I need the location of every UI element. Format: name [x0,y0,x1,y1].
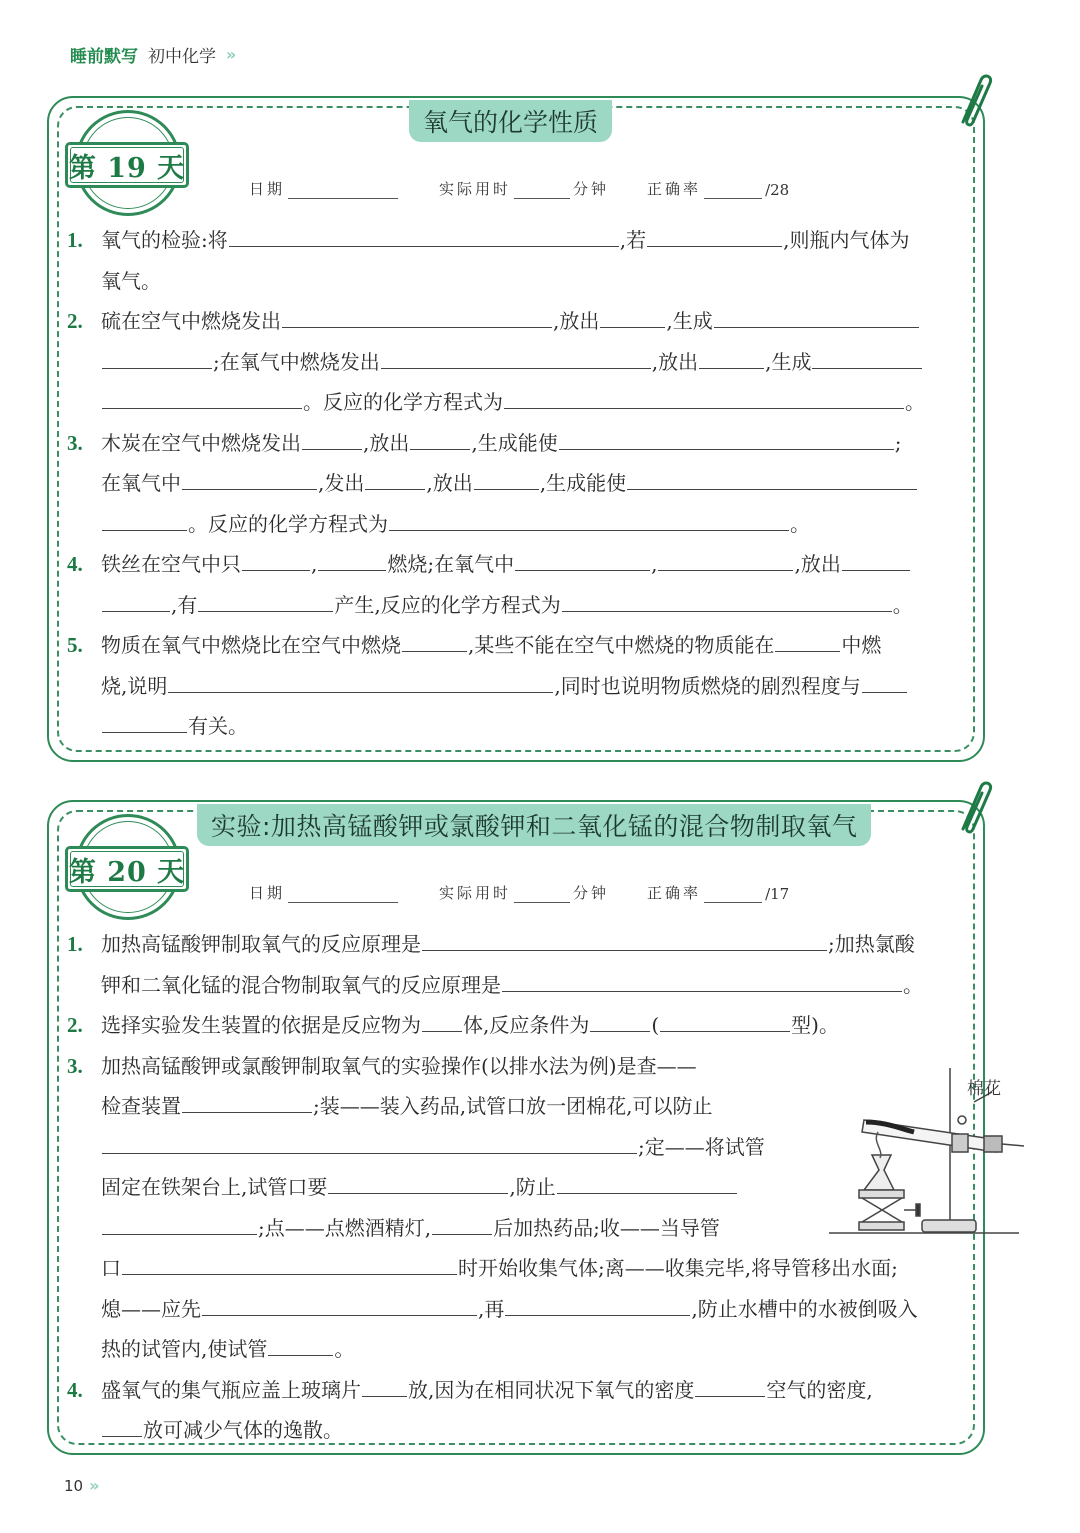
accuracy-total: /28 [765,181,790,199]
question-text: 燃烧;在氧气中 [387,552,515,576]
question-text: 硫在空气中燃烧发出 [101,309,281,333]
question-text: , [311,552,318,576]
answer-blank[interactable] [862,671,907,693]
running-head [70,42,233,67]
answer-blank[interactable] [505,1294,690,1316]
question-text: 。 [892,592,913,617]
question-line [67,965,969,1006]
page-footer [64,1476,96,1495]
question-text: 氧气。 [101,268,161,293]
question-line [67,342,969,383]
question-text: ,防止水槽中的水被倒吸入 [691,1296,918,1321]
question-text: 产生,反应的化学方程式为 [334,592,561,617]
date-label: 日期 [249,884,286,902]
question-line [67,666,969,707]
question-text: 氧气的检验:将 [101,228,228,252]
answer-blank[interactable] [282,306,552,328]
question-text: 。 [903,972,923,997]
answer-blank[interactable] [695,1375,765,1397]
question-text: 体,反应条件为 [463,1013,590,1037]
accuracy-field[interactable] [704,885,762,903]
answer-blank[interactable] [168,671,553,693]
time-field[interactable] [514,181,570,199]
question-text: 。 [905,390,925,414]
date-field[interactable] [288,181,398,199]
question-text: 钾和二氧化锰的混合物制取氧气的反应原理是 [101,972,501,997]
question-text: 后加热药品;收——当导管 [493,1215,720,1240]
double-chevron-icon: » [89,1476,97,1495]
question-text: 熄——应先 [101,1296,201,1321]
answer-blank[interactable] [362,1375,407,1397]
answer-blank[interactable] [504,387,904,409]
answer-blank[interactable] [365,468,425,490]
question-text: ,发出 [318,471,365,495]
answer-blank[interactable] [182,1091,312,1113]
answer-blank[interactable] [559,428,894,450]
time-unit: 分钟 [573,180,610,198]
answer-blank[interactable] [410,428,470,450]
answer-blank[interactable] [318,549,386,571]
answer-blank[interactable] [242,549,310,571]
question-line [67,1410,969,1451]
question-number: 4. [67,552,83,576]
question-line [67,504,969,545]
answer-blank[interactable] [422,1010,462,1032]
time-label: 实际用时 [439,180,512,198]
subject-title: 初中化学 [148,47,216,67]
answer-blank[interactable] [842,549,910,571]
accuracy-label: 正确率 [647,180,702,198]
paperclip-icon [953,70,993,134]
question-text: ,有 [171,592,198,617]
answer-blank[interactable] [557,1172,737,1194]
badge-plate [65,142,189,188]
answer-blank[interactable] [229,225,619,247]
answer-blank[interactable] [714,306,919,328]
answer-blank[interactable] [389,509,789,531]
question-text: ,生成 [666,309,713,333]
answer-blank[interactable] [182,468,317,490]
question-line [67,585,969,626]
answer-blank[interactable] [328,1172,508,1194]
answer-blank[interactable] [600,306,665,328]
answer-blank[interactable] [268,1334,333,1356]
apparatus-figure [824,1060,1029,1250]
question-text: ,某些不能在空气中燃烧的物质能在 [468,633,775,657]
answer-blank[interactable] [122,1253,457,1275]
question-list [67,220,969,747]
question-line [67,1248,969,1289]
answer-blank[interactable] [658,549,793,571]
question-text: ,生成能使 [539,471,627,495]
answer-blank[interactable] [102,387,302,409]
paperclip-icon [953,777,993,841]
question-text: ;点——点燃酒精灯, [258,1215,432,1240]
question-text: 在氧气中 [101,471,181,495]
question-text: 固定在铁架台上,试管口要 [101,1175,328,1199]
badge-plate [65,846,189,892]
question-text: 。反应的化学方程式为 [188,511,388,536]
question-text: 口 [101,1256,121,1280]
question-number: 2. [67,1013,83,1037]
question-line [67,625,969,666]
question-line [67,1370,969,1411]
question-line [67,220,969,261]
series-title: 睡前默写 [70,47,138,67]
question-text: 空气的密度, [766,1377,873,1402]
question-text: 时开始收集气体;离——收集完毕,将导管移出水面; [458,1256,898,1280]
answer-blank[interactable] [102,590,170,612]
question-text: ( [651,1013,660,1037]
question-text: ,放出 [363,430,410,455]
answer-blank[interactable] [432,1213,492,1235]
page-number: 10 [64,1476,84,1495]
answer-blank[interactable] [102,347,212,369]
question-line [67,261,969,302]
date-label: 日期 [249,180,286,198]
answer-blank[interactable] [502,970,902,992]
day20-card [47,800,1001,1455]
question-line [67,1289,969,1330]
answer-blank[interactable] [102,1213,257,1235]
question-number: 5. [67,633,83,657]
question-text: 加热高锰酸钾制取氧气的反应原理是 [101,932,421,956]
figure-label: 棉花 [967,1079,1001,1099]
question-line [67,382,969,423]
question-text: 。 [334,1337,355,1361]
question-text: ,放出 [651,349,699,374]
day-badge [65,110,193,220]
question-line [67,706,969,747]
answer-blank[interactable] [402,630,467,652]
time-field[interactable] [514,885,570,903]
answer-blank[interactable] [699,347,764,369]
progress-meta [249,178,827,199]
question-text: 烧,说明 [101,673,168,698]
question-text: ,放出 [553,309,600,333]
question-text: 型)。 [791,1013,839,1037]
question-text: 铁丝在空气中只 [101,552,241,576]
accuracy-field[interactable] [704,181,762,199]
question-line [67,1329,969,1370]
question-number: 1. [67,932,83,956]
answer-blank[interactable] [102,1132,637,1154]
question-text: 热的试管内,使试管 [101,1337,268,1361]
question-text: 加热高锰酸钾或氯酸钾制取氧气的实验操作(以排水法为例)是查—— [101,1053,697,1078]
question-text: 盛氧气的集气瓶应盖上玻璃片 [101,1377,361,1402]
question-line [67,924,969,965]
question-text: 检查装置 [101,1094,181,1118]
answer-blank[interactable] [102,509,187,531]
time-unit: 分钟 [573,884,610,902]
question-text: 中燃 [841,633,882,657]
question-text: , [651,552,658,576]
question-text: ;装——装入药品,试管口放一团棉花,可以防止 [313,1094,713,1118]
answer-blank[interactable] [102,1415,142,1437]
question-number: 2. [67,309,83,333]
time-label: 实际用时 [439,884,512,902]
day-label: 第 20 天 [68,856,186,888]
question-text: ,生成 [765,349,812,374]
question-line [67,423,969,464]
double-chevron-icon: » [226,45,234,64]
answer-blank[interactable] [202,1294,477,1316]
day-badge [65,814,193,924]
answer-blank[interactable] [422,929,827,951]
answer-blank[interactable] [302,428,362,450]
answer-blank[interactable] [474,468,539,490]
question-text: ; [894,430,902,455]
answer-blank[interactable] [627,468,917,490]
question-number: 3. [67,430,83,455]
question-text: ,同时也说明物质燃烧的剧烈程度与 [554,673,861,698]
question-text: ;在氧气中燃烧发出 [213,349,380,374]
question-number: 4. [67,1377,83,1402]
progress-meta [249,882,827,903]
answer-blank[interactable] [812,347,922,369]
answer-blank[interactable] [590,1010,650,1032]
answer-blank[interactable] [775,630,840,652]
question-text: 有关。 [188,714,248,738]
question-text: ,再 [478,1296,505,1321]
section-title: 实验:加热高锰酸钾或氯酸钾和二氧化锰的混合物制取氧气 [197,804,871,846]
question-text: 选择实验发生装置的依据是反应物为 [101,1013,421,1037]
question-text: ,放出 [794,552,841,576]
question-line [67,463,969,504]
question-text: 木炭在空气中燃烧发出 [101,430,301,455]
date-field[interactable] [288,885,398,903]
answer-blank[interactable] [647,225,782,247]
answer-blank[interactable] [515,549,650,571]
answer-blank[interactable] [381,347,651,369]
question-number: 3. [67,1053,83,1078]
question-text: ;定——将试管 [638,1134,765,1159]
answer-blank[interactable] [660,1010,790,1032]
accuracy-label: 正确率 [647,884,702,902]
accuracy-total: /17 [765,885,790,903]
question-number: 1. [67,228,83,252]
question-text: ,则瓶内气体为 [783,228,910,252]
question-text: ,防止 [509,1175,556,1199]
question-line [67,301,969,342]
question-line [67,544,969,585]
question-text: 。 [790,511,810,536]
answer-blank[interactable] [562,590,892,612]
question-text: 放可减少气体的逸散。 [143,1418,343,1442]
question-text: 。反应的化学方程式为 [303,390,503,414]
question-text: ,若 [619,228,647,252]
section-title: 氧气的化学性质 [409,100,612,142]
question-line [67,1005,969,1046]
question-text: 物质在氧气中燃烧比在空气中燃烧 [101,633,401,657]
answer-blank[interactable] [198,590,333,612]
answer-blank[interactable] [102,711,187,733]
day19-card [47,96,985,762]
question-text: ;加热氯酸 [828,932,915,956]
question-text: ,生成能使 [471,430,558,455]
question-text: ,放出 [426,471,473,495]
day-label: 第 19 天 [68,152,186,184]
question-text: 放,因为在相同状况下氧气的密度 [408,1377,695,1402]
